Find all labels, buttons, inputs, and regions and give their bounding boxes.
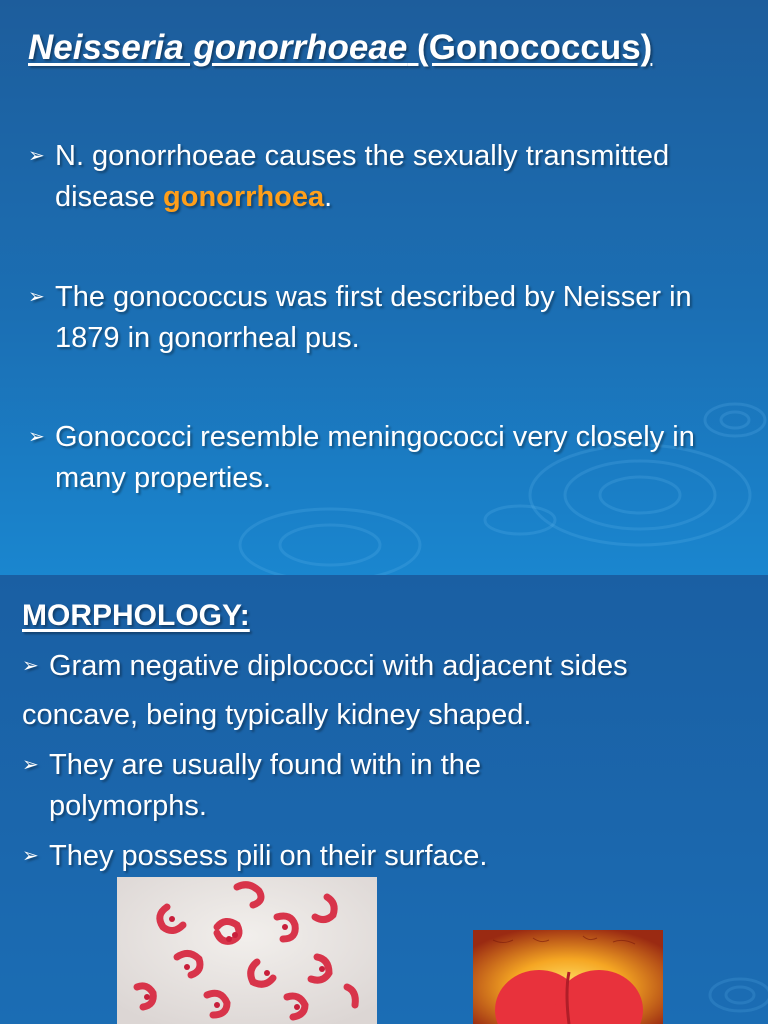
bullet-text-end: .	[324, 181, 333, 213]
list-item	[22, 745, 622, 827]
title-organism: Neisseria gonorrhoeae	[28, 28, 408, 67]
list-item-text: They possess pili on their surface.	[49, 840, 488, 872]
slide-title	[28, 28, 652, 68]
list-item-text: They are usually found with in the polymorphs.	[49, 749, 482, 822]
arrow-bullet-icon: ➢	[22, 754, 39, 776]
bullet-item	[28, 417, 748, 499]
bullet-text: N. gonorrhoeae causes the sexually transmitted disease	[55, 140, 670, 213]
arrow-bullet-icon: ➢	[28, 286, 45, 308]
list-item	[22, 836, 752, 877]
section-heading: MORPHOLOGY:	[22, 599, 250, 632]
arrow-bullet-icon: ➢	[28, 426, 45, 448]
list-item-text: concave, being typically kidney shaped.	[22, 699, 532, 731]
list-item-text: Gram negative diplococci with adjacent sides	[49, 650, 628, 682]
list-item	[22, 646, 752, 687]
arrow-bullet-icon: ➢	[22, 845, 39, 867]
list-item-continuation	[22, 695, 752, 736]
arrow-bullet-icon: ➢	[28, 145, 45, 167]
highlight-term: gonorrhoea	[163, 181, 325, 213]
bullet-text: Gonococci resemble meningococci very closely in many properties.	[55, 421, 695, 494]
bullet-item	[28, 136, 748, 218]
bullet-item	[28, 277, 748, 359]
title-common-name: (Gonococcus)	[407, 28, 653, 67]
gram-stain-micrograph-image	[117, 877, 377, 1024]
electron-micrograph-diplococcus-image	[473, 930, 663, 1024]
arrow-bullet-icon: ➢	[22, 655, 39, 677]
bullet-text: The gonococcus was first described by Neisser in 1879 in gonorrheal pus.	[55, 281, 692, 354]
slide-2	[0, 575, 768, 1024]
